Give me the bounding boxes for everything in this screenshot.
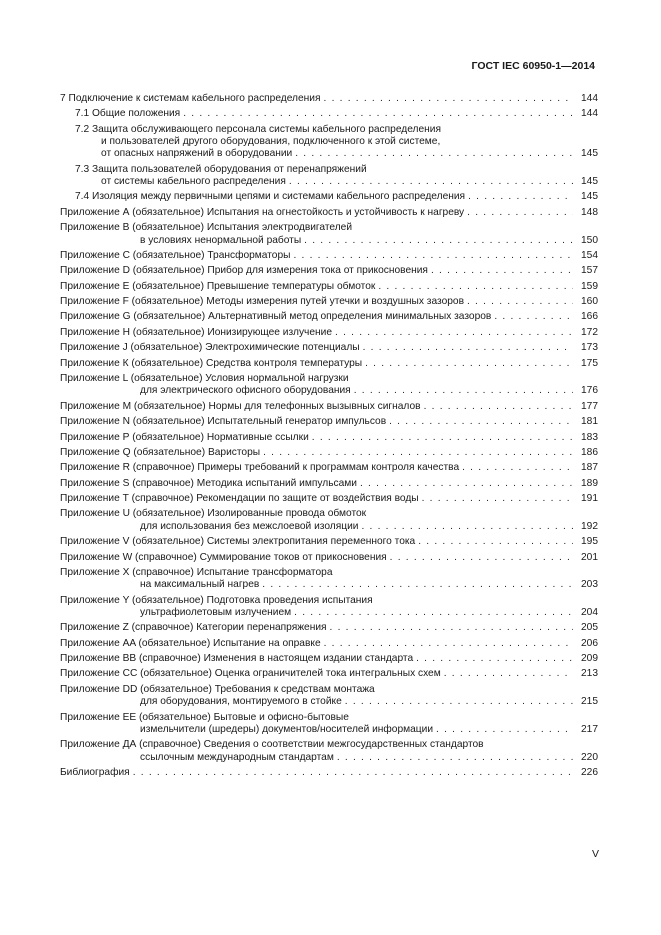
dot-leader bbox=[416, 653, 573, 665]
toc-entry-title bbox=[60, 447, 576, 459]
toc-entry-title bbox=[60, 191, 576, 203]
toc-entry-line: Приложение D (обязательное) Прибор для измерения тока от прикосновения bbox=[60, 265, 428, 277]
dot-leader bbox=[324, 638, 573, 650]
toc-entry[interactable] bbox=[60, 265, 598, 277]
toc-entry-line: Приложение Т (справочное) Рекомендации по защите от воздействия воды bbox=[60, 493, 419, 505]
dot-leader bbox=[345, 696, 573, 708]
toc-entry[interactable] bbox=[60, 739, 598, 764]
toc-entry-page: 159 bbox=[581, 280, 598, 292]
dot-leader bbox=[444, 668, 573, 680]
toc-entry-line: Приложение BB (справочное) Изменения в настоящем издании стандарта bbox=[60, 653, 414, 665]
toc-entry[interactable] bbox=[60, 684, 598, 709]
dot-leader bbox=[462, 462, 573, 474]
toc-entry-title bbox=[60, 432, 576, 444]
toc-entry[interactable] bbox=[60, 567, 598, 592]
toc-entry-page: 206 bbox=[581, 637, 598, 649]
dot-leader bbox=[436, 724, 573, 736]
toc-entry-line: Приложение В (обязательное) Испытания электродвигателей bbox=[60, 222, 353, 234]
dot-leader bbox=[183, 108, 573, 120]
toc-entry-page: 215 bbox=[581, 696, 598, 708]
toc-entry-line: 7.2 Защита обслуживающего персонала системы кабельного распределения bbox=[75, 123, 441, 135]
toc-entry-line: 7.3 Защита пользователей оборудования от перенапряжений bbox=[75, 163, 367, 175]
toc-entry-title bbox=[60, 207, 576, 219]
toc-entry-title bbox=[60, 712, 576, 737]
toc-entry-page: 145 bbox=[581, 176, 598, 188]
toc-entry[interactable] bbox=[60, 493, 598, 505]
toc-entry-line: Приложение S (справочное) Методика испытаний импульсами bbox=[60, 477, 357, 489]
toc-entry-title bbox=[60, 373, 576, 398]
dot-leader bbox=[424, 401, 573, 413]
toc-entry-title bbox=[60, 595, 576, 620]
toc-entry-title bbox=[60, 493, 576, 505]
toc-entry-line: Приложение H (обязательное) Ионизирующее излучение bbox=[60, 326, 333, 338]
dot-leader bbox=[365, 358, 573, 370]
toc-entry-page: 154 bbox=[581, 249, 598, 261]
toc-entry[interactable] bbox=[60, 712, 598, 737]
toc-entry-line: Приложение М (обязательное) Нормы для телефонных вызывных сигналов bbox=[60, 400, 421, 412]
toc-entry-page: 189 bbox=[581, 477, 598, 489]
dot-leader bbox=[295, 148, 573, 160]
toc-entry-line: измельчители (шредеры) документов/носителей информации bbox=[140, 723, 434, 735]
toc-entry-title bbox=[60, 265, 576, 277]
toc-entry-line: Приложение F (обязательное) Методы измерения путей утечки и воздушных зазоров bbox=[60, 296, 464, 308]
toc-entry-page: 166 bbox=[581, 311, 598, 323]
toc-entry-title bbox=[60, 552, 576, 564]
toc-entry[interactable] bbox=[60, 358, 598, 370]
toc-entry-page: 150 bbox=[581, 234, 598, 246]
toc-entry[interactable] bbox=[60, 653, 598, 665]
toc-entry-page: 217 bbox=[581, 723, 598, 735]
dot-leader bbox=[361, 521, 573, 533]
toc-entry-line: Приложение ЕЕ (обязательное) Бытовые и офисно-бытовые bbox=[60, 711, 349, 723]
toc-entry-line: Приложение DD (обязательное) Требования к средствам монтажа bbox=[60, 683, 375, 695]
toc-entry-line: Приложение U (обязательное) Изолированные провода обмоток bbox=[60, 508, 367, 520]
toc-entry-title bbox=[60, 508, 576, 533]
toc-entry-line: 7.4 Изоляция между первичными цепями и системами кабельного распределения bbox=[75, 191, 466, 203]
toc-entry-line: для оборудования, монтируемого в стойке bbox=[140, 696, 342, 708]
dot-leader bbox=[418, 536, 573, 548]
toc-entry[interactable] bbox=[60, 250, 598, 262]
toc-entry-page: 203 bbox=[581, 579, 598, 591]
toc-entry-line: Приложение А (обязательное) Испытания на огнестойкость и устойчивость к нагреву bbox=[60, 206, 465, 218]
toc-entry-line: ультрафиолетовым излучением bbox=[140, 606, 292, 618]
toc-entry-page: 220 bbox=[581, 751, 598, 763]
dot-leader bbox=[293, 250, 573, 262]
toc-entry-page: 204 bbox=[581, 606, 598, 618]
toc-entry[interactable] bbox=[60, 124, 598, 161]
toc-entry-line: Приложение CC (обязательное) Оценка ограничителей тока интегральных схем bbox=[60, 668, 441, 680]
toc-entry-title bbox=[60, 622, 576, 634]
toc-entry[interactable] bbox=[60, 311, 598, 323]
toc-entry-title bbox=[60, 296, 576, 308]
toc-entry-line: 7 Подключение к системам кабельного распределения bbox=[60, 93, 321, 104]
toc-entry-title bbox=[60, 93, 576, 105]
toc-entry-page: 201 bbox=[581, 551, 598, 563]
toc-entry[interactable] bbox=[60, 191, 598, 203]
toc-entry-line: Приложение Р (обязательное) Нормативные ссылки bbox=[60, 431, 309, 443]
toc-entry-page: 175 bbox=[581, 357, 598, 369]
toc-entry[interactable] bbox=[60, 207, 598, 219]
dot-leader bbox=[335, 327, 573, 339]
toc-entry-line: Приложение ДА (справочное) Сведения о соответствии межгосударственных стандартов bbox=[60, 739, 484, 751]
toc-entry[interactable] bbox=[60, 164, 598, 189]
toc-entry-line: Библиография bbox=[60, 766, 130, 778]
toc-entry-title bbox=[60, 358, 576, 370]
toc-entry[interactable] bbox=[60, 638, 598, 650]
toc-entry-line: Приложение N (обязательное) Испытательный генератор импульсов bbox=[60, 416, 387, 428]
toc-entry-line: в условиях ненормальной работы bbox=[140, 234, 302, 246]
toc-entry-page: 181 bbox=[581, 416, 598, 428]
dot-leader bbox=[467, 207, 573, 219]
toc-entry-line: и пользователей другого оборудования, подключенного к этой системе, bbox=[101, 136, 441, 148]
toc-entry-title bbox=[60, 638, 576, 650]
toc-entry-page: 209 bbox=[581, 653, 598, 665]
dot-leader bbox=[304, 235, 573, 247]
toc-entry-title bbox=[60, 311, 576, 323]
toc-entry-line: для электрического офисного оборудования bbox=[140, 385, 351, 397]
toc-entry-line: 7.1 Общие положения bbox=[75, 108, 181, 120]
toc-entry-line: Приложение Y (обязательное) Подготовка проведения испытания bbox=[60, 594, 373, 606]
toc-entry-page: 176 bbox=[581, 385, 598, 397]
toc-entry-title bbox=[60, 478, 576, 490]
toc-entry-page: 187 bbox=[581, 462, 598, 474]
toc-entry-line: Приложение Z (справочное) Категории перенапряжения bbox=[60, 622, 327, 634]
toc-entry-page: 205 bbox=[581, 622, 598, 634]
toc-entry-line: на максимальный нагрев bbox=[140, 579, 260, 591]
toc-entry[interactable] bbox=[60, 447, 598, 459]
toc-entry-title bbox=[60, 739, 576, 764]
toc-entry-page: 191 bbox=[581, 493, 598, 505]
toc-entry[interactable] bbox=[60, 668, 598, 680]
toc-entry[interactable] bbox=[60, 432, 598, 444]
toc-entry-line: Приложение W (справочное) Суммирование токов от прикосновения bbox=[60, 551, 387, 563]
toc-entry-page: 145 bbox=[581, 148, 598, 160]
toc-entry[interactable] bbox=[60, 222, 598, 247]
toc-entry-page: 195 bbox=[581, 536, 598, 548]
toc-entry-title bbox=[60, 416, 576, 428]
toc-entry-page: 157 bbox=[581, 265, 598, 277]
toc-entry-page: 177 bbox=[581, 400, 598, 412]
toc-entry-title bbox=[60, 250, 576, 262]
toc-entry-title bbox=[60, 767, 576, 779]
toc-entry[interactable] bbox=[60, 416, 598, 428]
dot-leader bbox=[312, 432, 573, 444]
toc-entry[interactable] bbox=[60, 462, 598, 474]
dot-leader bbox=[263, 447, 573, 459]
toc-entry-title bbox=[60, 668, 576, 680]
toc-entry[interactable] bbox=[60, 595, 598, 620]
toc-entry-page: 173 bbox=[581, 342, 598, 354]
dot-leader bbox=[363, 342, 573, 354]
dot-leader bbox=[324, 93, 573, 105]
toc-entry[interactable] bbox=[60, 401, 598, 413]
toc-entry[interactable] bbox=[60, 281, 598, 293]
toc-entry[interactable] bbox=[60, 767, 598, 779]
table-of-contents bbox=[60, 93, 598, 782]
toc-entry-page: 160 bbox=[581, 296, 598, 308]
dot-leader bbox=[422, 493, 573, 505]
dot-leader bbox=[354, 385, 573, 397]
toc-entry[interactable] bbox=[60, 93, 598, 105]
toc-entry-line: Приложение С (обязательное) Трансформаторы bbox=[60, 249, 291, 261]
toc-entry-title bbox=[60, 567, 576, 592]
toc-entry[interactable] bbox=[60, 342, 598, 354]
dot-leader bbox=[360, 478, 573, 490]
toc-entry[interactable] bbox=[60, 622, 598, 634]
toc-entry-page: 144 bbox=[581, 93, 598, 104]
toc-entry[interactable] bbox=[60, 478, 598, 490]
dot-leader bbox=[133, 767, 573, 779]
toc-entry-title bbox=[60, 108, 576, 120]
toc-entry-title bbox=[60, 281, 576, 293]
dot-leader bbox=[468, 191, 573, 203]
toc-entry-title bbox=[60, 124, 576, 161]
toc-entry-line: для использования без межслоевой изоляции bbox=[140, 520, 359, 532]
document-header: ГОСТ IEC 60950-1—2014 bbox=[471, 60, 595, 72]
toc-entry-line: Приложение К (обязательное) Средства контроля температуры bbox=[60, 357, 363, 369]
toc-entry-title bbox=[60, 536, 576, 548]
toc-entry-line: Приложение Е (обязательное) Превышение температуры обмоток bbox=[60, 280, 376, 292]
dot-leader bbox=[337, 752, 573, 764]
dot-leader bbox=[467, 296, 573, 308]
toc-entry-page: 183 bbox=[581, 431, 598, 443]
toc-entry-page: 172 bbox=[581, 326, 598, 338]
toc-entry[interactable] bbox=[60, 296, 598, 308]
toc-entry-page: 144 bbox=[581, 108, 598, 120]
toc-entry[interactable] bbox=[60, 508, 598, 533]
toc-entry-line: Приложение R (справочное) Примеры требований к программам контроля качества bbox=[60, 462, 460, 474]
dot-leader bbox=[289, 176, 573, 188]
toc-entry[interactable] bbox=[60, 552, 598, 564]
toc-entry-title bbox=[60, 342, 576, 354]
dot-leader bbox=[389, 416, 573, 428]
toc-entry-title bbox=[60, 401, 576, 413]
toc-entry-title bbox=[60, 164, 576, 189]
toc-entry-line: Приложение G (обязательное) Альтернативный метод определения минимальных зазоров bbox=[60, 311, 492, 323]
toc-entry-line: Приложение Q (обязательное) Варисторы bbox=[60, 446, 261, 458]
toc-entry-line: от опасных напряжений в оборудовании bbox=[101, 148, 293, 160]
toc-entry-title bbox=[60, 684, 576, 709]
toc-entry-page: 213 bbox=[581, 668, 598, 680]
toc-entry-line: ссылочным международным стандартам bbox=[140, 751, 334, 763]
toc-entry-line: Приложение L (обязательное) Условия нормальной нагрузки bbox=[60, 373, 349, 385]
toc-entry-title bbox=[60, 327, 576, 339]
toc-entry-line: Приложение AA (обязательное) Испытание на оправке bbox=[60, 637, 321, 649]
toc-entry-title bbox=[60, 653, 576, 665]
dot-leader bbox=[378, 281, 573, 293]
toc-entry-page: 186 bbox=[581, 446, 598, 458]
page-number: V bbox=[591, 848, 599, 860]
dot-leader bbox=[494, 311, 573, 323]
dot-leader bbox=[262, 579, 573, 591]
toc-entry-page: 148 bbox=[581, 206, 598, 218]
toc-entry-title bbox=[60, 222, 576, 247]
dot-leader bbox=[390, 552, 573, 564]
toc-entry-line: Приложение X (справочное) Испытание трансформатора bbox=[60, 566, 333, 578]
toc-entry-title bbox=[60, 462, 576, 474]
toc-entry-line: Приложение J (обязательное) Электрохимические потенциалы bbox=[60, 342, 360, 354]
toc-entry[interactable] bbox=[60, 327, 598, 339]
dot-leader bbox=[294, 607, 573, 619]
toc-entry-page: 145 bbox=[581, 191, 598, 203]
dot-leader bbox=[431, 265, 573, 277]
toc-entry-page: 226 bbox=[581, 766, 598, 778]
toc-entry-page: 192 bbox=[581, 520, 598, 532]
toc-entry[interactable] bbox=[60, 108, 598, 120]
toc-entry-line: Приложение V (обязательное) Системы электропитания переменного тока bbox=[60, 536, 416, 548]
toc-entry[interactable] bbox=[60, 536, 598, 548]
toc-entry-line: от системы кабельного распределения bbox=[101, 176, 286, 188]
dot-leader bbox=[330, 622, 573, 634]
toc-entry[interactable] bbox=[60, 373, 598, 398]
